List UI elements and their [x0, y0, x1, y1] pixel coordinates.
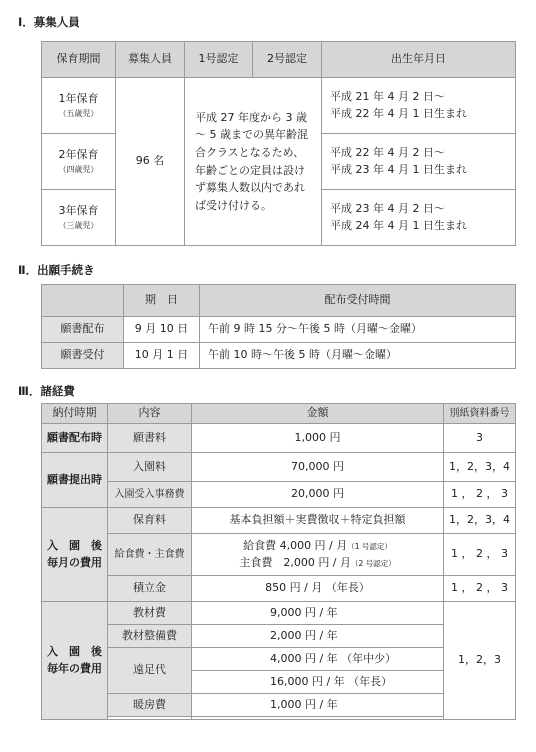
spacer-cell	[108, 717, 192, 720]
ref-cell: 1，2，3，4	[444, 508, 516, 534]
dob-cell: 平成 21 年 4 月 2 日～ 平成 22 年 4 月 1 日生まれ	[322, 78, 516, 134]
row-label: 願書配布	[42, 317, 124, 343]
amount-cell: 16,000 円 / 年 （年長）	[192, 671, 444, 694]
dob-cell: 平成 23 年 4 月 2 日～ 平成 24 年 4 月 1 日生まれ	[322, 190, 516, 246]
ref-cell: 3	[444, 424, 516, 453]
item-cell: 給食費・主食費	[108, 534, 192, 576]
header-item: 内容	[108, 404, 192, 424]
spacer-cell	[192, 717, 444, 720]
term-cell: 3年保育 （三歳児）	[42, 190, 116, 246]
amount-cell: 基本負担額＋実費徴収＋特定負担額	[192, 508, 444, 534]
section-3-heading: Ⅲ．諸経費	[18, 384, 75, 398]
amount-cell: 2,000 円 / 年	[192, 625, 444, 648]
dob-cell: 平成 22 年 4 月 2 日～ 平成 23 年 4 月 1 日生まれ	[322, 134, 516, 190]
application-table	[41, 284, 516, 369]
header-dob: 出生年月日	[322, 42, 516, 78]
date-cell: 9 月 10 日	[124, 317, 200, 343]
item-cell: 保育料	[108, 508, 192, 534]
header-term: 保育期間	[42, 42, 116, 78]
fees-table	[41, 403, 516, 720]
amount-cell: 1,000 円	[192, 424, 444, 453]
item-cell: 入園料	[108, 453, 192, 482]
amount-cell: 1,000 円 / 年	[192, 694, 444, 717]
time-cell: 午前 9 時 15 分～午後 5 時（月曜～金曜）	[200, 317, 516, 343]
amount-cell: 70,000 円	[192, 453, 444, 482]
item-cell: 積立金	[108, 576, 192, 602]
header-period: 納付時期	[42, 404, 108, 424]
ref-cell: 1 ， 2 ， 3	[444, 534, 516, 576]
amount-cell: 給食費 4,000 円 / 月（1 号認定） 主食費 2,000 円 / 月（2 号認定）	[192, 534, 444, 576]
ref-cell: 1，2，3	[444, 602, 516, 720]
term-cell: 1年保育 （五歳児）	[42, 78, 116, 134]
header-type1: 1号認定	[185, 42, 253, 78]
header-amount: 金額	[192, 404, 444, 424]
row-label: 願書受付	[42, 343, 124, 369]
header-date: 期 日	[124, 285, 200, 317]
item-cell: 暖房費	[108, 694, 192, 717]
amount-cell: 4,000 円 / 年 （年中少）	[192, 648, 444, 671]
item-cell: 入園受入事務費	[108, 482, 192, 508]
header-time: 配布受付時間	[200, 285, 516, 317]
item-cell: 願書料	[108, 424, 192, 453]
header-type2: 2号認定	[253, 42, 322, 78]
item-cell: 教材費	[108, 602, 192, 625]
ref-cell: 1，2，3，4	[444, 453, 516, 482]
term-cell: 2年保育 （四歳児）	[42, 134, 116, 190]
header-count: 募集人員	[116, 42, 185, 78]
amount-cell: 850 円 / 月 （年長）	[192, 576, 444, 602]
item-cell: 教材整備費	[108, 625, 192, 648]
period-cell: 入 園 後 毎月の費用	[42, 508, 108, 602]
recruitment-table	[41, 41, 516, 246]
period-cell: 入 園 後 毎年の費用	[42, 602, 108, 720]
note-cell: 平成 27 年度から 3 歳 ～ 5 歳までの異年齢混 合クラスとなるため、 年齢ごとの定員は設け ず募集人数以内であれ ば受け付ける。	[185, 78, 322, 246]
period-cell: 願書配布時	[42, 424, 108, 453]
ref-cell: 1 ， 2 ， 3	[444, 482, 516, 508]
count-cell: 96 名	[116, 78, 185, 246]
item-cell: 遠足代	[108, 648, 192, 694]
date-cell: 10 月 1 日	[124, 343, 200, 369]
time-cell: 午前 10 時～午後 5 時（月曜～金曜）	[200, 343, 516, 369]
section-1-heading: Ⅰ．募集人員	[18, 15, 80, 29]
amount-cell: 9,000 円 / 年	[192, 602, 444, 625]
period-cell: 願書提出時	[42, 453, 108, 508]
amount-cell: 20,000 円	[192, 482, 444, 508]
ref-cell: 1 ， 2 ， 3	[444, 576, 516, 602]
header-ref: 別紙資料番号	[444, 404, 516, 424]
header-empty	[42, 285, 124, 317]
section-2-heading: Ⅱ．出願手続き	[18, 263, 95, 277]
